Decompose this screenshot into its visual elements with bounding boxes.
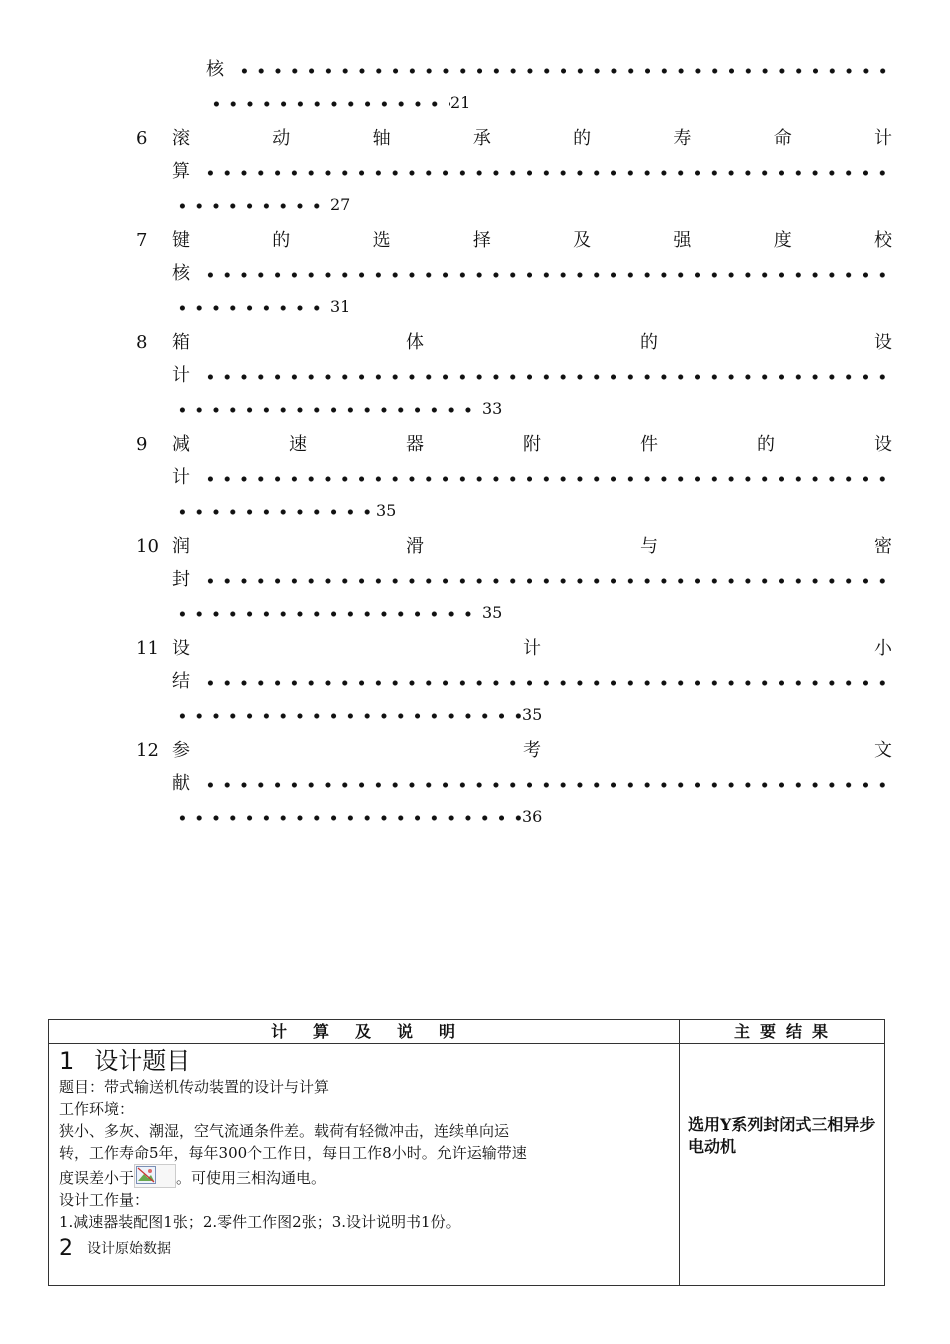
header-calc-and-explanation <box>49 1020 680 1044</box>
toc-entry-title <box>172 531 892 563</box>
toc-entry-leader-line <box>0 666 950 698</box>
header-char: 计 <box>270 1022 289 1041</box>
header-char: 结 <box>786 1022 805 1041</box>
toc-entry-leader-line <box>0 360 950 392</box>
toc-entry-page-line <box>0 801 950 833</box>
toc-entry-leader-line <box>0 462 950 494</box>
calc-content-cell <box>49 1044 680 1286</box>
toc-leader-dots <box>200 156 892 188</box>
toc-title-char: 滚 <box>172 128 190 149</box>
toc-title-char: 寿 <box>673 128 692 149</box>
toc-entry[interactable] <box>0 225 950 257</box>
section-2-heading <box>59 1235 669 1263</box>
toc-leader-dots <box>234 54 892 86</box>
toc-leader-dots <box>172 189 330 221</box>
toc-title-tail-char: 结 <box>172 671 190 692</box>
header-char: 说 <box>397 1022 416 1041</box>
toc-title-char: 轴 <box>372 128 391 149</box>
toc-title-char: 器 <box>406 434 424 455</box>
workload-label: 设计工作量： <box>59 1191 150 1209</box>
toc-title-tail-char: 算 <box>172 161 190 182</box>
toc-leader-dots <box>172 291 330 323</box>
toc-title-char: 的 <box>757 434 775 455</box>
section-number: 1 <box>59 1047 75 1075</box>
toc-title-char: 动 <box>272 128 291 149</box>
toc-entry-title <box>172 123 892 155</box>
toc-entry-page-line <box>0 393 950 425</box>
toc-title-char: 小 <box>874 638 892 659</box>
toc-title-char: 强 <box>673 230 692 251</box>
toc-title-char: 的 <box>272 230 291 251</box>
toc-title-tail-char: 封 <box>172 569 190 590</box>
toc-leader-dots <box>200 666 892 698</box>
power-supply-text: 。可使用三相沟通电。 <box>176 1169 327 1187</box>
toc-title-char: 键 <box>172 230 190 251</box>
toc-title-char: 速 <box>289 434 307 455</box>
toc-title-char: 与 <box>640 536 658 557</box>
toc-entry-title <box>172 735 892 767</box>
header-main-results <box>680 1020 885 1044</box>
header-char: 及 <box>354 1022 373 1041</box>
toc-entry-leader-line <box>0 258 950 290</box>
toc-entry-page-line <box>0 291 950 323</box>
toc-title-tail-char: 献 <box>172 773 190 794</box>
toc-leader-dots <box>172 699 522 731</box>
toc-entry[interactable] <box>0 735 950 767</box>
toc-title-char: 命 <box>773 128 792 149</box>
toc-entry[interactable] <box>0 327 950 359</box>
toc-leader-dots <box>200 360 892 392</box>
environment-text-line-2: 转，工作寿命5年，每年300个工作日，每日工作8小时。允许运输带速 <box>59 1144 527 1162</box>
toc-entry-number: 11 <box>136 638 159 659</box>
toc-title-char: 的 <box>573 128 592 149</box>
section-2-title: 设计原始数据 <box>87 1241 171 1257</box>
toc-title-char: 选 <box>372 230 391 251</box>
toc-entry-leader-line <box>0 768 950 800</box>
toc-page-number: 36 <box>522 807 543 826</box>
toc-title-char: 校 <box>873 230 892 251</box>
toc-entry-number: 10 <box>136 536 159 557</box>
header-char: 要 <box>759 1022 778 1041</box>
broken-image-icon <box>134 1164 176 1188</box>
speed-error-text: 度误差小于 <box>59 1169 135 1187</box>
toc-title-char: 设 <box>874 434 892 455</box>
toc-title-char: 体 <box>406 332 424 353</box>
toc-entry-5-page-line <box>0 87 950 119</box>
toc-page-number: 35 <box>376 501 397 520</box>
toc-title-char: 及 <box>573 230 592 251</box>
workload-text: 1.减速器装配图1张；2.零件工作图2张；3.设计说明书1份。 <box>59 1213 461 1231</box>
toc-title-char: 件 <box>640 434 658 455</box>
section-heading <box>59 1046 669 1076</box>
section-title: 设计题目 <box>94 1047 191 1075</box>
environment-text-line-3 <box>59 1164 669 1189</box>
section-2-number: 2 <box>59 1236 73 1261</box>
toc-title-char: 参 <box>172 740 190 761</box>
header-char: 明 <box>439 1022 458 1041</box>
toc-title-char: 滑 <box>406 536 424 557</box>
toc-page-number: 33 <box>482 399 503 418</box>
toc-entry-number: 7 <box>136 230 148 251</box>
toc-title-char: 文 <box>874 740 892 761</box>
toc-leader-dots <box>172 495 376 527</box>
toc-entry-5-tail-char: 核 <box>206 59 224 80</box>
header-char: 果 <box>812 1022 831 1041</box>
toc-title-char: 考 <box>523 740 541 761</box>
toc-title-tail-char: 计 <box>172 467 190 488</box>
toc-leader-dots <box>200 462 892 494</box>
toc-entry-leader-line <box>0 156 950 188</box>
calculation-table <box>48 1019 885 1286</box>
toc-entry-title <box>172 429 892 461</box>
toc-title-tail-char: 计 <box>172 365 190 386</box>
toc-leader-dots <box>206 87 450 119</box>
toc-title-char: 的 <box>640 332 658 353</box>
toc-title-char: 计 <box>523 638 541 659</box>
toc-leader-dots <box>172 597 482 629</box>
toc-entry[interactable] <box>0 531 950 563</box>
environment-text-line-1: 狭小、多灰、潮湿，空气流通条件差。载荷有轻微冲击，连续单向运 <box>59 1122 510 1140</box>
toc-title-char: 计 <box>873 128 892 149</box>
toc-entry-page-line <box>0 699 950 731</box>
toc-leader-dots <box>172 801 522 833</box>
environment-label: 工作环境： <box>59 1100 135 1118</box>
toc-title-char: 承 <box>472 128 491 149</box>
toc-entry-number: 12 <box>136 740 159 761</box>
design-topic: 题目：带式输送机传动装置的设计与计算 <box>59 1078 330 1096</box>
toc-entry[interactable] <box>0 123 950 155</box>
toc-title-char: 减 <box>172 434 190 455</box>
toc-title-char: 设 <box>874 332 892 353</box>
toc-title-char: 度 <box>773 230 792 251</box>
toc-title-char: 择 <box>472 230 491 251</box>
header-char: 主 <box>733 1022 752 1041</box>
toc-title-char: 设 <box>172 638 190 659</box>
toc-leader-dots <box>200 564 892 596</box>
toc-entry[interactable] <box>0 633 950 665</box>
toc-title-tail-char: 核 <box>172 263 190 284</box>
toc-leader-dots <box>200 258 892 290</box>
toc-page-number: 35 <box>522 705 543 724</box>
toc-page-number: 21 <box>450 93 471 112</box>
toc-page-number: 35 <box>482 603 503 622</box>
toc-entry-title <box>172 225 892 257</box>
toc-entry-page-line <box>0 495 950 527</box>
toc-entry[interactable] <box>0 429 950 461</box>
toc-entry-number: 6 <box>136 128 148 149</box>
toc-title-char: 密 <box>874 536 892 557</box>
toc-entry-number: 9 <box>136 434 148 455</box>
toc-entry-page-line <box>0 189 950 221</box>
toc-entry-page-line <box>0 597 950 629</box>
toc-entry-title <box>172 327 892 359</box>
toc-page-number: 27 <box>330 195 351 214</box>
toc-entry-number: 8 <box>136 332 148 353</box>
results-cell <box>680 1044 885 1286</box>
toc-page-number: 31 <box>330 297 351 316</box>
toc-entry-leader-line <box>0 564 950 596</box>
toc-leader-dots <box>200 768 892 800</box>
header-char: 算 <box>312 1022 331 1041</box>
toc-entry-5-continuation <box>0 54 950 86</box>
toc-leader-dots <box>172 393 482 425</box>
toc-title-char: 润 <box>172 536 190 557</box>
motor-selection-result: 选用Y系列封闭式三相异步电动机 <box>688 1115 876 1156</box>
toc-entry-title <box>172 633 892 665</box>
toc-title-char: 箱 <box>172 332 190 353</box>
toc-title-char: 附 <box>523 434 541 455</box>
